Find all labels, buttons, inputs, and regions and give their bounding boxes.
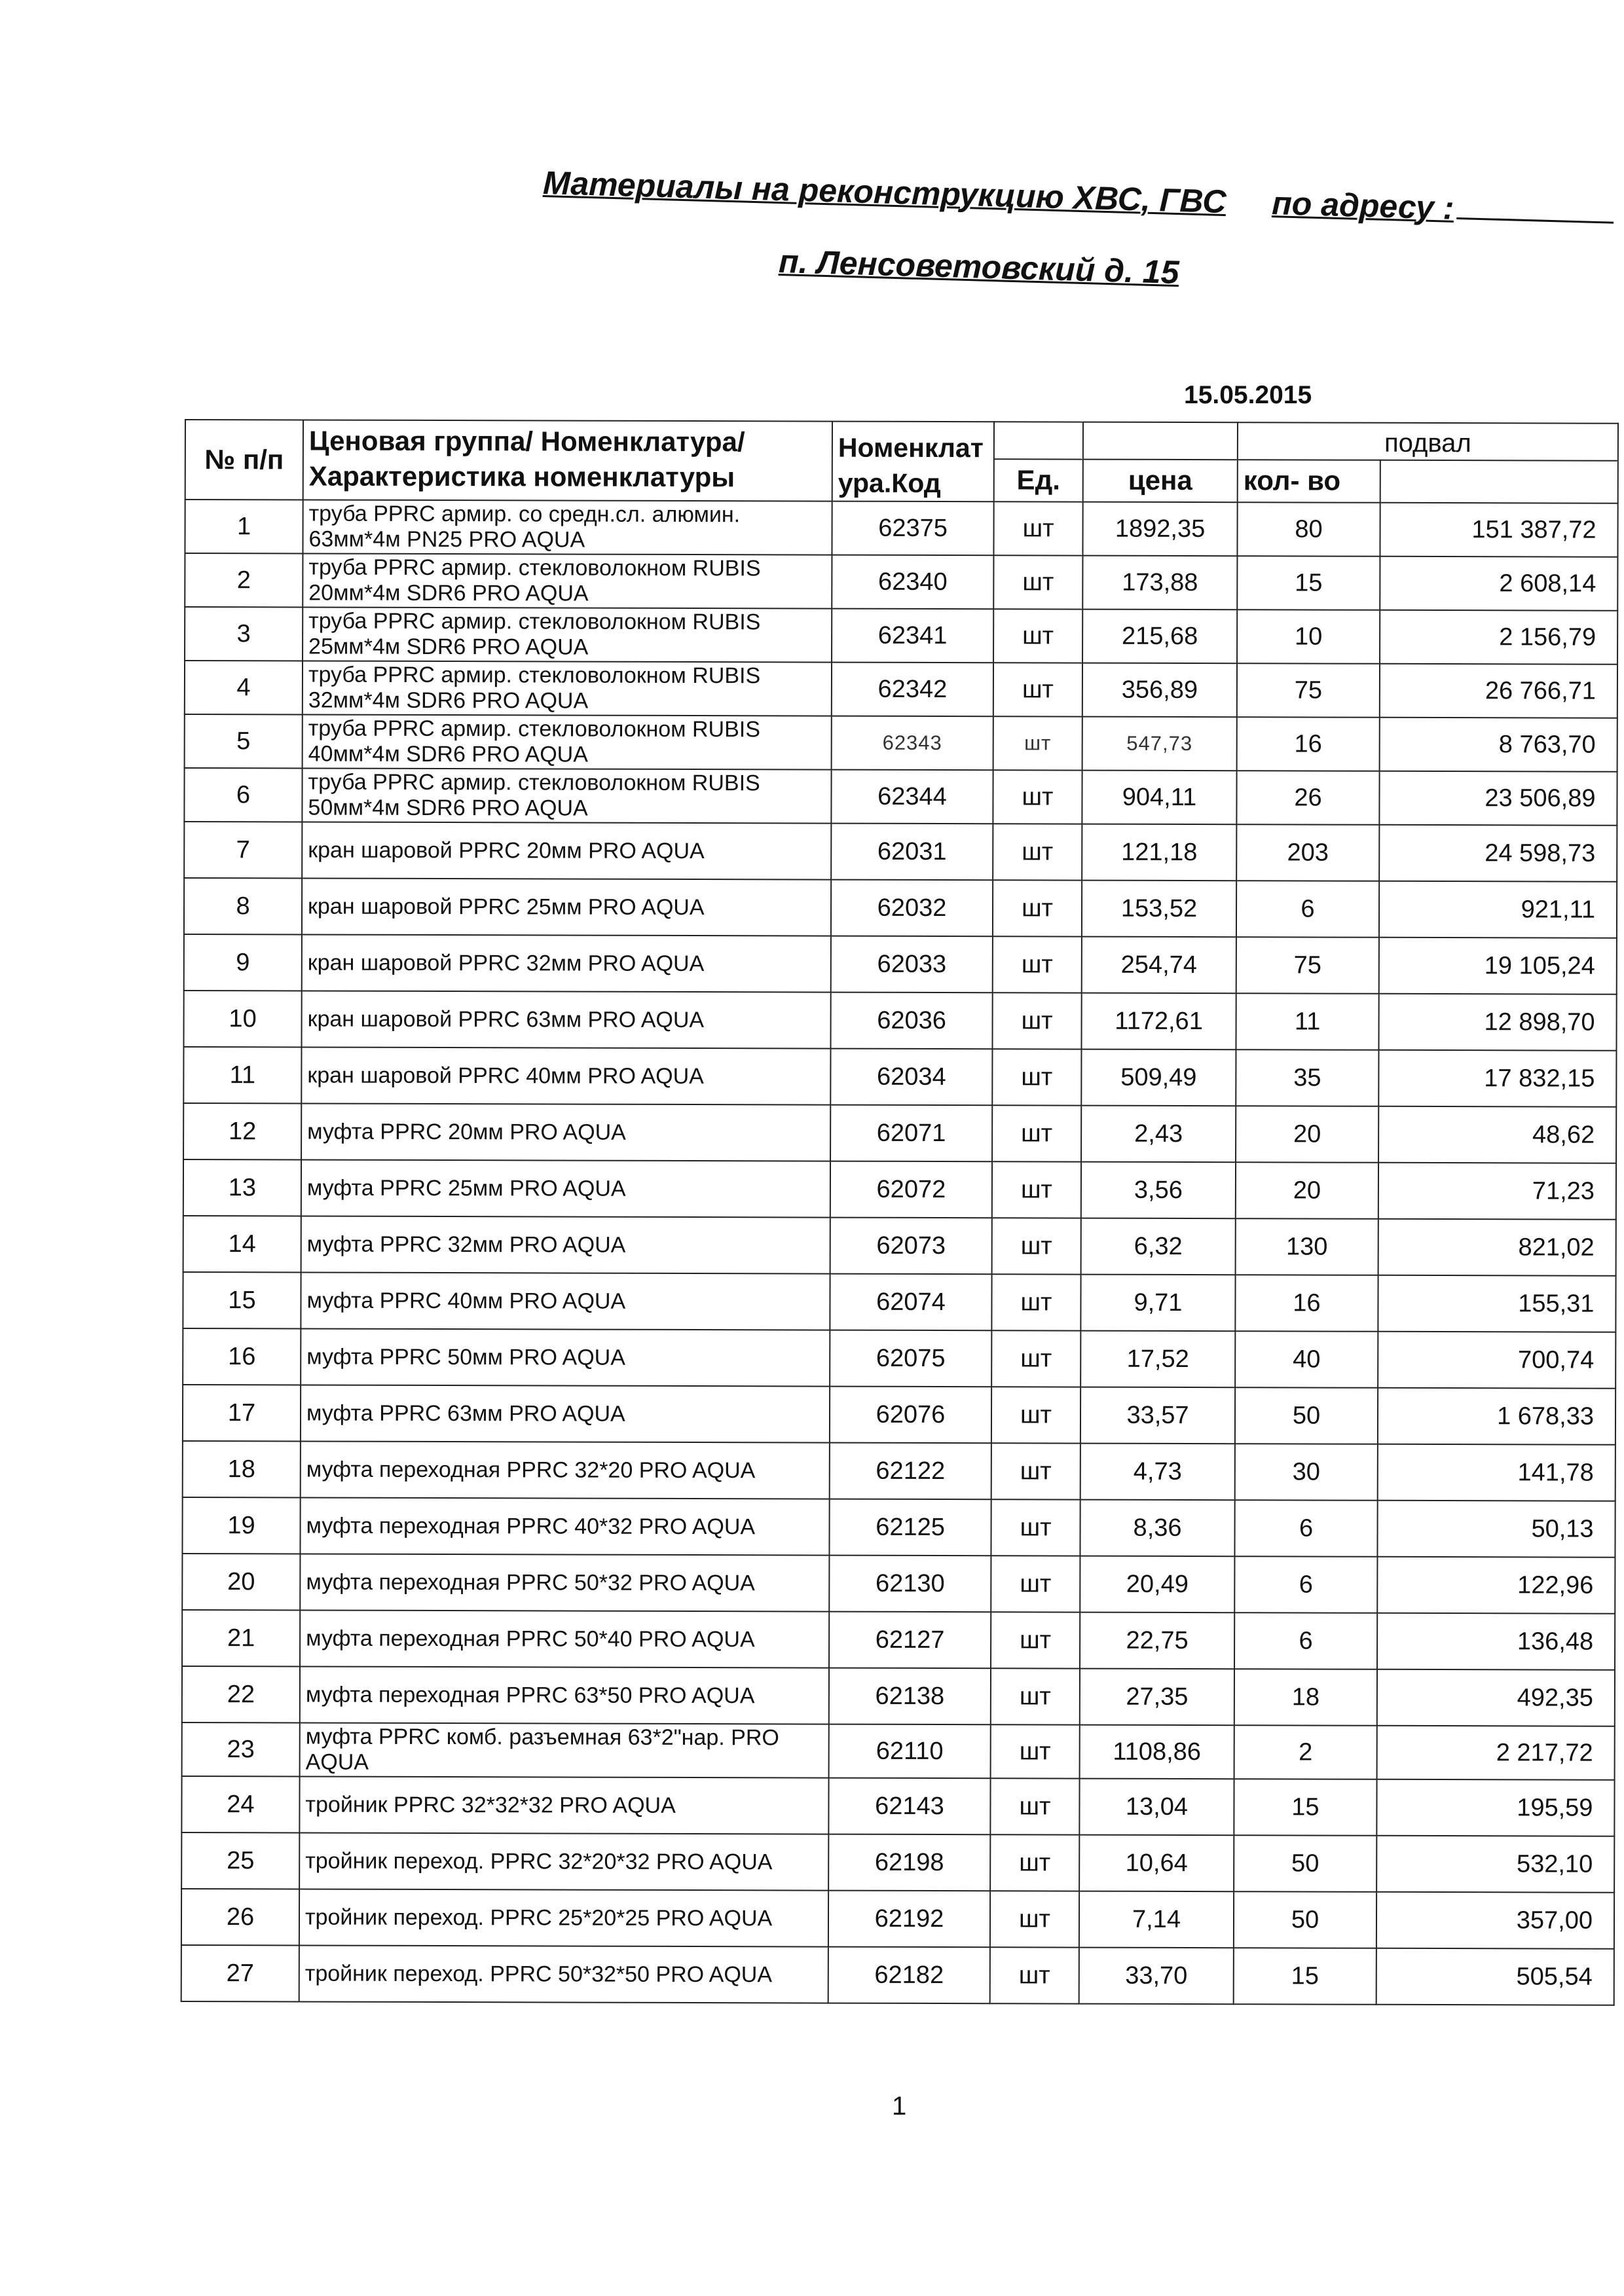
row-number: 7 bbox=[184, 822, 302, 878]
row-number: 24 bbox=[181, 1776, 299, 1832]
item-code: 62375 bbox=[832, 501, 993, 556]
item-code: 62130 bbox=[829, 1556, 991, 1613]
item-quantity: 50 bbox=[1234, 1835, 1376, 1892]
table-row bbox=[182, 1666, 1615, 1726]
item-quantity: 15 bbox=[1234, 1779, 1376, 1836]
item-price: 153,52 bbox=[1082, 881, 1236, 938]
item-sum: 821,02 bbox=[1378, 1219, 1616, 1276]
item-code: 62127 bbox=[829, 1612, 991, 1669]
col-header-unit: Ед. bbox=[994, 459, 1083, 502]
col-header-num: № п/п bbox=[185, 420, 303, 500]
item-name: кран шаровой PPRC 63мм PRO AQUA bbox=[301, 991, 830, 1048]
item-quantity: 2 bbox=[1234, 1725, 1377, 1779]
item-sum: 48,62 bbox=[1378, 1106, 1616, 1163]
item-unit: шт bbox=[992, 993, 1081, 1049]
table-row bbox=[183, 1216, 1616, 1276]
item-unit: шт bbox=[991, 1556, 1080, 1612]
table-row bbox=[183, 1272, 1615, 1332]
item-code: 62341 bbox=[832, 609, 993, 663]
row-number: 4 bbox=[185, 661, 303, 714]
row-number: 2 bbox=[185, 553, 303, 607]
item-sum: 505,54 bbox=[1376, 1948, 1614, 2005]
item-unit: шт bbox=[991, 1387, 1080, 1443]
item-quantity: 130 bbox=[1236, 1218, 1378, 1275]
item-price: 215,68 bbox=[1082, 610, 1237, 664]
item-name: труба PPRC армир. стекловолокном RUBIS 20мм*4м SDR6 PRO AQUA bbox=[303, 553, 832, 608]
item-unit: шт bbox=[993, 501, 1082, 555]
item-price: 9,71 bbox=[1080, 1275, 1235, 1332]
item-price: 33,57 bbox=[1080, 1387, 1235, 1444]
item-sum: 8 763,70 bbox=[1380, 718, 1617, 772]
table-row bbox=[183, 1385, 1615, 1445]
item-unit: шт bbox=[990, 1834, 1079, 1891]
item-price: 6,32 bbox=[1081, 1218, 1236, 1275]
item-sum: 23 506,89 bbox=[1379, 771, 1617, 826]
table-row bbox=[181, 1776, 1614, 1836]
header-row-top bbox=[185, 420, 1618, 461]
row-number: 9 bbox=[184, 934, 302, 991]
item-quantity: 50 bbox=[1234, 1891, 1376, 1948]
item-quantity: 203 bbox=[1236, 824, 1379, 881]
item-price: 27,35 bbox=[1080, 1669, 1234, 1726]
item-sum: 1 678,33 bbox=[1378, 1388, 1615, 1445]
item-quantity: 6 bbox=[1236, 881, 1379, 938]
item-name: кран шаровой PPRC 32мм PRO AQUA bbox=[302, 934, 831, 992]
table-row bbox=[182, 1497, 1615, 1558]
item-sum: 195,59 bbox=[1376, 1779, 1614, 1836]
item-code: 62031 bbox=[831, 824, 993, 881]
item-code: 62198 bbox=[828, 1834, 990, 1891]
item-price: 8,36 bbox=[1080, 1500, 1234, 1557]
item-name: труба PPRC армир. стекловолокном RUBIS 50мм*4м SDR6 PRO AQUA bbox=[302, 768, 831, 823]
item-code: 62032 bbox=[831, 880, 993, 937]
title-part2: по адресу : bbox=[1271, 185, 1455, 227]
item-name: муфта PPRC 25мм PRO AQUA bbox=[301, 1159, 830, 1217]
item-name: тройник переход. PPRC 50*32*50 PRO AQUA bbox=[299, 1945, 828, 2003]
item-quantity: 6 bbox=[1234, 1556, 1377, 1613]
item-price: 7,14 bbox=[1079, 1891, 1234, 1948]
item-quantity: 75 bbox=[1236, 937, 1379, 994]
col-header-qty: кол- во bbox=[1238, 460, 1380, 503]
item-name: муфта PPRC 20мм PRO AQUA bbox=[301, 1103, 830, 1161]
item-code: 62073 bbox=[830, 1218, 992, 1275]
item-code: 62343 bbox=[832, 716, 993, 771]
col-header-name: Ценовая группа/ Номенклатура/ Характеристика номенклатуры bbox=[303, 420, 832, 501]
item-sum: 151 387,72 bbox=[1380, 503, 1617, 557]
item-name: кран шаровой PPRC 20мм PRO AQUA bbox=[302, 822, 831, 879]
table-row bbox=[183, 1441, 1615, 1501]
table-row bbox=[185, 607, 1617, 665]
item-unit: шт bbox=[993, 880, 1082, 936]
item-code: 62192 bbox=[828, 1891, 990, 1948]
item-price: 20,49 bbox=[1080, 1556, 1234, 1613]
item-quantity: 20 bbox=[1236, 1106, 1378, 1163]
table-row bbox=[183, 991, 1616, 1051]
row-number: 26 bbox=[181, 1889, 299, 1945]
item-name: труба PPRC армир. со средн.сл. алюмин. 63мм*4м PN25 PRO AQUA bbox=[303, 500, 832, 555]
item-unit: шт bbox=[991, 1612, 1080, 1668]
item-name: труба PPRC армир. стекловолокном RUBIS 25мм*4м SDR6 PRO AQUA bbox=[303, 607, 832, 662]
item-sum: 71,23 bbox=[1378, 1163, 1616, 1220]
item-sum: 357,00 bbox=[1376, 1892, 1614, 1949]
item-unit: шт bbox=[991, 1274, 1080, 1330]
table-row bbox=[185, 500, 1617, 557]
title-part1: Материалы на реконструкцию ХВС, ГВС bbox=[542, 164, 1227, 221]
table-row bbox=[182, 1554, 1615, 1614]
col-header-price: цена bbox=[1083, 459, 1238, 502]
materials-table-body bbox=[181, 500, 1618, 2005]
row-number: 25 bbox=[181, 1832, 299, 1889]
row-number: 15 bbox=[183, 1272, 301, 1328]
item-unit: шт bbox=[991, 1724, 1080, 1778]
row-number: 13 bbox=[183, 1159, 301, 1216]
item-name: муфта переходная PPRC 50*32 PRO AQUA bbox=[300, 1554, 829, 1611]
item-price: 3,56 bbox=[1081, 1162, 1236, 1219]
col-header-code: Номенклатура.Код bbox=[832, 422, 994, 502]
item-price: 121,18 bbox=[1082, 824, 1236, 881]
item-quantity: 16 bbox=[1237, 717, 1380, 771]
item-sum: 492,35 bbox=[1377, 1669, 1615, 1726]
item-code: 62034 bbox=[830, 1049, 992, 1106]
table-row bbox=[185, 661, 1617, 718]
item-quantity: 18 bbox=[1234, 1669, 1377, 1726]
row-number: 1 bbox=[185, 500, 303, 553]
item-name: труба PPRC армир. стекловолокном RUBIS 40мм*4м SDR6 PRO AQUA bbox=[303, 714, 832, 769]
item-sum: 532,10 bbox=[1376, 1836, 1614, 1893]
table-row bbox=[185, 553, 1617, 611]
item-quantity: 6 bbox=[1234, 1500, 1377, 1557]
materials-table-wrap bbox=[181, 419, 1617, 2006]
table-row bbox=[184, 822, 1617, 882]
table-row bbox=[183, 1328, 1615, 1389]
item-price: 356,89 bbox=[1082, 663, 1237, 718]
row-number: 19 bbox=[182, 1497, 300, 1554]
item-code: 62340 bbox=[832, 555, 993, 610]
item-unit: шт bbox=[991, 1443, 1080, 1499]
row-number: 8 bbox=[184, 878, 302, 934]
item-price: 10,64 bbox=[1079, 1835, 1234, 1892]
row-number: 18 bbox=[183, 1441, 301, 1497]
item-sum: 2 156,79 bbox=[1380, 610, 1617, 665]
item-code: 62074 bbox=[830, 1274, 991, 1331]
item-sum: 17 832,15 bbox=[1378, 1050, 1616, 1107]
item-code: 62072 bbox=[830, 1161, 992, 1218]
row-number: 5 bbox=[185, 714, 303, 768]
item-sum: 24 598,73 bbox=[1379, 825, 1617, 882]
table-row bbox=[184, 934, 1617, 994]
item-unit: шт bbox=[991, 1330, 1080, 1387]
item-name: муфта PPRC 63мм PRO AQUA bbox=[301, 1385, 830, 1442]
item-sum: 141,78 bbox=[1378, 1444, 1615, 1501]
row-number: 23 bbox=[182, 1722, 300, 1776]
item-quantity: 16 bbox=[1235, 1275, 1378, 1332]
table-row bbox=[184, 768, 1617, 826]
item-unit: шт bbox=[993, 663, 1082, 716]
item-price: 13,04 bbox=[1079, 1779, 1234, 1836]
title-underline bbox=[1456, 217, 1614, 224]
item-quantity: 50 bbox=[1235, 1387, 1378, 1444]
item-price: 254,74 bbox=[1082, 937, 1236, 994]
item-code: 62075 bbox=[830, 1330, 991, 1387]
item-unit: шт bbox=[993, 609, 1082, 663]
item-price: 904,11 bbox=[1082, 771, 1236, 825]
item-price: 17,52 bbox=[1080, 1331, 1235, 1388]
item-code: 62182 bbox=[828, 1947, 990, 2004]
row-number: 22 bbox=[182, 1666, 300, 1722]
table-row bbox=[183, 1159, 1616, 1220]
item-code: 62125 bbox=[829, 1499, 991, 1556]
item-name: муфта PPRC 32мм PRO AQUA bbox=[301, 1216, 830, 1273]
item-unit: шт bbox=[992, 1218, 1081, 1274]
row-number: 14 bbox=[183, 1216, 301, 1272]
item-quantity: 20 bbox=[1236, 1162, 1378, 1219]
document-date: 15.05.2015 bbox=[1184, 381, 1312, 409]
item-unit: шт bbox=[992, 1105, 1081, 1161]
item-price: 33,70 bbox=[1079, 1948, 1234, 2005]
document-address: п. Ленсоветовский д. 15 bbox=[778, 242, 1180, 291]
item-name: кран шаровой PPRC 25мм PRO AQUA bbox=[302, 878, 831, 936]
item-name: муфта переходная PPRC 40*32 PRO AQUA bbox=[300, 1497, 829, 1555]
item-sum: 2 217,72 bbox=[1377, 1726, 1615, 1780]
item-price: 173,88 bbox=[1082, 556, 1237, 610]
table-row bbox=[185, 714, 1617, 772]
row-number: 11 bbox=[183, 1047, 301, 1103]
table-row bbox=[183, 1047, 1616, 1107]
item-price: 1172,61 bbox=[1081, 993, 1236, 1050]
item-unit: шт bbox=[992, 1049, 1081, 1105]
item-name: тройник переход. PPRC 25*20*25 PRO AQUA bbox=[299, 1889, 828, 1946]
row-number: 21 bbox=[182, 1610, 300, 1666]
item-quantity: 6 bbox=[1234, 1613, 1377, 1669]
item-name: тройник PPRC 32*32*32 PRO AQUA bbox=[299, 1776, 828, 1834]
item-name: кран шаровой PPRC 40мм PRO AQUA bbox=[301, 1047, 830, 1104]
row-number: 27 bbox=[181, 1945, 299, 2001]
item-name: муфта переходная PPRC 32*20 PRO AQUA bbox=[301, 1441, 830, 1499]
item-unit: шт bbox=[993, 555, 1082, 609]
row-number: 10 bbox=[183, 991, 301, 1047]
materials-table bbox=[181, 419, 1619, 2006]
item-sum: 700,74 bbox=[1378, 1332, 1615, 1389]
item-sum: 921,11 bbox=[1379, 881, 1617, 938]
item-code: 62076 bbox=[830, 1387, 991, 1444]
row-number: 6 bbox=[184, 768, 302, 822]
item-sum: 155,31 bbox=[1378, 1275, 1615, 1332]
item-price: 509,49 bbox=[1081, 1049, 1236, 1106]
item-code: 62036 bbox=[830, 993, 992, 1049]
item-sum: 122,96 bbox=[1377, 1557, 1615, 1614]
item-price: 547,73 bbox=[1082, 717, 1237, 771]
item-quantity: 35 bbox=[1236, 1049, 1378, 1106]
item-quantity: 15 bbox=[1234, 1948, 1376, 2005]
item-price: 1108,86 bbox=[1080, 1725, 1234, 1779]
row-number: 16 bbox=[183, 1328, 301, 1385]
item-unit: шт bbox=[993, 936, 1082, 993]
table-row bbox=[181, 1832, 1614, 1893]
item-code: 62342 bbox=[832, 663, 993, 717]
table-row bbox=[181, 1945, 1614, 2005]
row-number: 20 bbox=[182, 1554, 300, 1610]
document-title bbox=[542, 164, 1623, 232]
item-name: муфта переходная PPRC 50*40 PRO AQUA bbox=[300, 1610, 829, 1667]
table-row bbox=[181, 1889, 1614, 1949]
group-header-podval: подвал bbox=[1238, 422, 1618, 460]
item-quantity: 11 bbox=[1236, 993, 1378, 1050]
item-quantity: 80 bbox=[1237, 502, 1380, 556]
item-sum: 136,48 bbox=[1377, 1613, 1615, 1670]
item-unit: шт bbox=[990, 1947, 1079, 2003]
row-number: 17 bbox=[183, 1385, 301, 1441]
item-name: муфта PPRC 50мм PRO AQUA bbox=[301, 1328, 830, 1386]
item-code: 62122 bbox=[830, 1443, 991, 1500]
item-code: 62138 bbox=[829, 1668, 991, 1725]
item-sum: 12 898,70 bbox=[1378, 994, 1616, 1051]
item-quantity: 26 bbox=[1236, 771, 1379, 825]
item-code: 62344 bbox=[831, 770, 993, 824]
table-row bbox=[182, 1610, 1615, 1670]
item-name: муфта PPRC комб. разъемная 63*2"нар. PRO AQUA bbox=[300, 1722, 829, 1777]
item-price: 1892,35 bbox=[1082, 502, 1237, 556]
item-quantity: 15 bbox=[1237, 556, 1380, 610]
item-quantity: 10 bbox=[1237, 610, 1380, 664]
item-price: 4,73 bbox=[1080, 1444, 1235, 1501]
table-row bbox=[182, 1722, 1615, 1780]
page-number: 1 bbox=[892, 2092, 907, 2121]
item-sum: 2 608,14 bbox=[1380, 556, 1617, 611]
row-number: 12 bbox=[183, 1103, 301, 1159]
item-unit: шт bbox=[993, 716, 1082, 770]
item-price: 22,75 bbox=[1080, 1613, 1234, 1669]
item-quantity: 40 bbox=[1235, 1331, 1378, 1388]
item-quantity: 75 bbox=[1237, 663, 1380, 718]
item-sum: 26 766,71 bbox=[1380, 664, 1617, 718]
item-code: 62110 bbox=[829, 1724, 991, 1779]
item-code: 62033 bbox=[831, 936, 993, 993]
item-code: 62071 bbox=[830, 1105, 992, 1162]
item-name: тройник переход. PPRC 32*20*32 PRO AQUA bbox=[299, 1832, 828, 1890]
item-name: муфта переходная PPRC 63*50 PRO AQUA bbox=[300, 1666, 829, 1724]
item-sum: 50,13 bbox=[1377, 1501, 1615, 1558]
row-number: 3 bbox=[185, 607, 303, 661]
table-row bbox=[183, 1103, 1616, 1163]
item-unit: шт bbox=[993, 770, 1082, 824]
item-sum: 19 105,24 bbox=[1379, 938, 1617, 994]
item-name: труба PPRC армир. стекловолокном RUBIS 32мм*4м SDR6 PRO AQUA bbox=[303, 661, 832, 716]
item-name: муфта PPRC 40мм PRO AQUA bbox=[301, 1272, 830, 1330]
item-unit: шт bbox=[990, 1778, 1079, 1834]
table-row bbox=[184, 878, 1617, 938]
item-unit: шт bbox=[992, 1161, 1081, 1218]
item-code: 62143 bbox=[828, 1778, 990, 1835]
item-unit: шт bbox=[993, 824, 1082, 880]
item-unit: шт bbox=[990, 1891, 1079, 1947]
item-price: 2,43 bbox=[1081, 1106, 1236, 1163]
item-unit: шт bbox=[991, 1668, 1080, 1724]
item-quantity: 30 bbox=[1235, 1444, 1378, 1501]
item-unit: шт bbox=[991, 1499, 1080, 1556]
